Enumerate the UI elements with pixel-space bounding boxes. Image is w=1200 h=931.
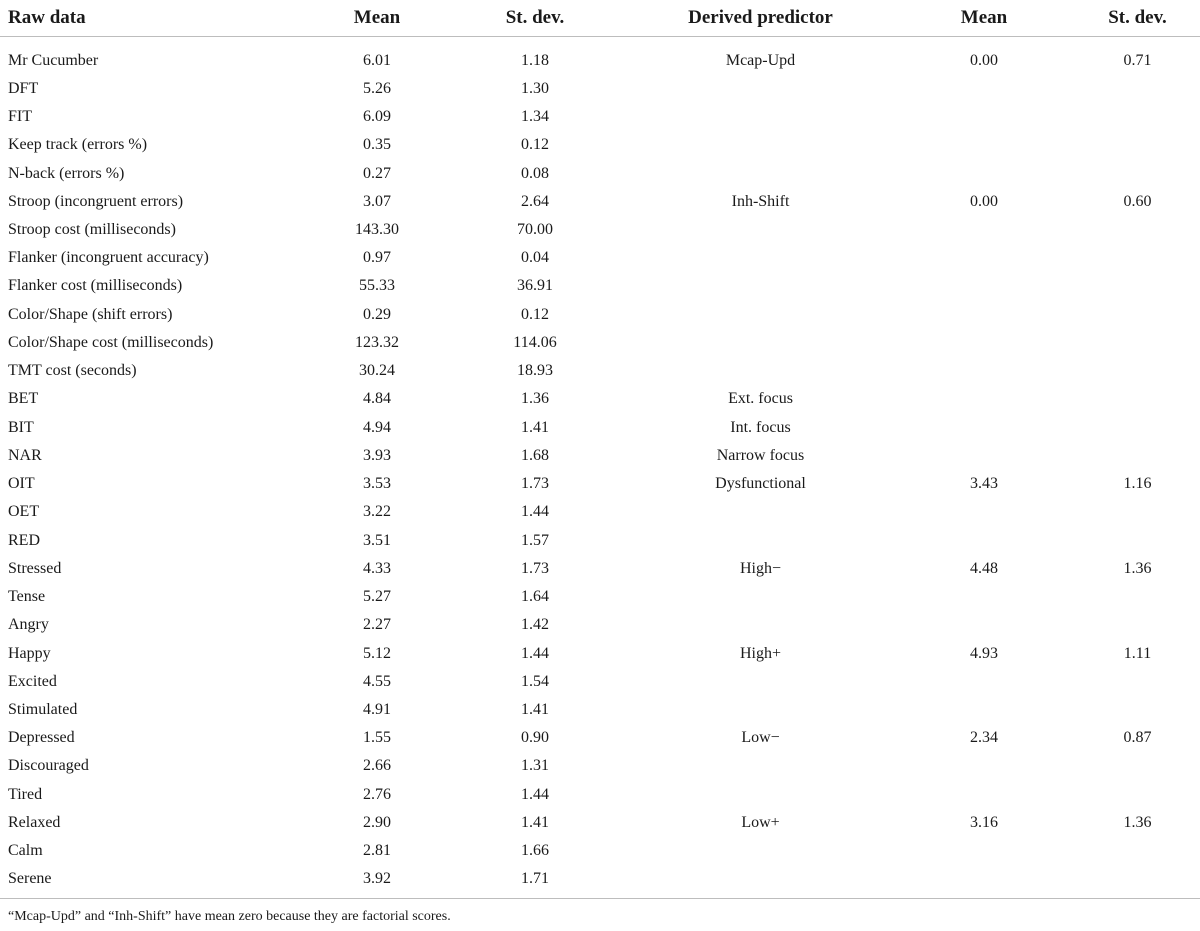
- cell-mean: 3.93: [363, 446, 391, 464]
- cell-derived-predictor: [620, 357, 901, 385]
- cell-mean: 2.27: [363, 616, 391, 634]
- cell-derived-predictor: Dysfunctional: [715, 475, 806, 493]
- cell-derived-predictor: [620, 272, 901, 300]
- cell-raw-data: Flanker (incongruent accuracy): [8, 249, 209, 267]
- cell-derived-predictor: [620, 611, 901, 639]
- cell-derived-predictor: Inh-Shift: [731, 192, 790, 210]
- cell-raw-data: FIT: [8, 108, 32, 126]
- cell-derived-mean: [901, 244, 1067, 272]
- cell-derived-mean: [901, 668, 1067, 696]
- cell-derived-predictor: [620, 75, 901, 103]
- table-row: [0, 498, 1200, 526]
- cell-mean: 2.81: [363, 842, 391, 860]
- cell-derived-st-dev: 1.36: [1123, 559, 1152, 577]
- cell-derived-predictor: [620, 301, 901, 329]
- cell-derived-st-dev: [1067, 159, 1200, 187]
- table-row: [0, 272, 1200, 300]
- cell-st-dev: 1.71: [521, 870, 549, 888]
- cell-st-dev: 1.68: [521, 446, 549, 464]
- cell-raw-data: Stroop cost (milliseconds): [8, 221, 176, 239]
- cell-st-dev: 0.12: [521, 136, 549, 154]
- cell-raw-data: BET: [8, 390, 39, 408]
- cell-raw-data: Flanker cost (milliseconds): [8, 277, 183, 295]
- cell-derived-st-dev: [1067, 696, 1200, 724]
- cell-derived-mean: 4.48: [970, 559, 998, 577]
- cell-st-dev: 1.42: [521, 616, 549, 634]
- cell-derived-mean: [901, 526, 1067, 554]
- cell-derived-mean: 0.00: [970, 51, 998, 69]
- cell-derived-predictor: [620, 668, 901, 696]
- cell-st-dev: 1.73: [521, 559, 549, 577]
- table-row: [0, 555, 1200, 583]
- cell-derived-mean: [901, 837, 1067, 865]
- table-row: [0, 357, 1200, 385]
- cell-derived-st-dev: [1067, 442, 1200, 470]
- cell-derived-st-dev: [1067, 498, 1200, 526]
- cell-mean: 3.07: [363, 192, 391, 210]
- cell-mean: 5.26: [363, 79, 391, 97]
- cell-derived-mean: [901, 329, 1067, 357]
- cell-derived-mean: 2.34: [970, 729, 998, 747]
- cell-mean: 5.12: [363, 644, 391, 662]
- cell-derived-mean: 3.16: [970, 813, 998, 831]
- cell-derived-predictor: [620, 583, 901, 611]
- cell-st-dev: 1.57: [521, 531, 549, 549]
- cell-st-dev: 1.34: [521, 108, 549, 126]
- cell-raw-data: Tense: [8, 588, 46, 606]
- cell-mean: 4.55: [363, 672, 391, 690]
- cell-derived-mean: [901, 385, 1067, 413]
- cell-mean: 1.55: [363, 729, 391, 747]
- table-row: [0, 470, 1200, 498]
- header-st-dev: St. dev.: [450, 0, 620, 36]
- table-row: [0, 752, 1200, 780]
- cell-derived-st-dev: [1067, 865, 1200, 897]
- cell-derived-predictor: [620, 696, 901, 724]
- cell-raw-data: Happy: [8, 644, 51, 662]
- table-row: [0, 216, 1200, 244]
- table-row: [0, 837, 1200, 865]
- cell-raw-data: Relaxed: [8, 813, 61, 831]
- cell-derived-st-dev: [1067, 837, 1200, 865]
- cell-derived-st-dev: 1.16: [1123, 475, 1152, 493]
- cell-derived-predictor: [620, 526, 901, 554]
- cell-derived-st-dev: [1067, 75, 1200, 103]
- cell-derived-mean: [901, 216, 1067, 244]
- cell-mean: 3.51: [363, 531, 391, 549]
- cell-mean: 123.32: [355, 333, 399, 351]
- header-raw-data: Raw data: [0, 0, 304, 36]
- cell-derived-st-dev: 0.87: [1123, 729, 1152, 747]
- cell-derived-mean: [901, 583, 1067, 611]
- cell-derived-mean: [901, 159, 1067, 187]
- table-row: [0, 611, 1200, 639]
- cell-derived-predictor: [620, 837, 901, 865]
- table-row: [0, 668, 1200, 696]
- cell-mean: 2.90: [363, 813, 391, 831]
- cell-st-dev: 1.36: [521, 390, 549, 408]
- header-derived-predictor: Derived predictor: [620, 0, 901, 36]
- cell-derived-st-dev: [1067, 131, 1200, 159]
- cell-st-dev: 1.44: [521, 644, 549, 662]
- table-row: [0, 724, 1200, 752]
- header-mean: Mean: [304, 0, 450, 36]
- header-row: [0, 0, 1200, 36]
- cell-derived-st-dev: [1067, 357, 1200, 385]
- cell-raw-data: Depressed: [8, 729, 75, 747]
- cell-derived-predictor: [620, 329, 901, 357]
- table-row: [0, 865, 1200, 897]
- cell-raw-data: OIT: [8, 475, 35, 493]
- table-body: [0, 36, 1200, 898]
- cell-st-dev: 1.30: [521, 79, 549, 97]
- cell-derived-st-dev: [1067, 781, 1200, 809]
- cell-derived-predictor: Ext. focus: [728, 390, 793, 408]
- cell-derived-predictor: Int. focus: [730, 418, 791, 436]
- cell-derived-st-dev: [1067, 329, 1200, 357]
- table-footnote: “Mcap-Upd” and “Inh-Shift” have mean zero because they are factorial scores.: [8, 908, 451, 924]
- cell-st-dev: 0.08: [521, 164, 549, 182]
- cell-raw-data: TMT cost (seconds): [8, 362, 137, 380]
- table-row: [0, 385, 1200, 413]
- cell-derived-predictor: [620, 498, 901, 526]
- cell-derived-st-dev: [1067, 668, 1200, 696]
- cell-st-dev: 1.41: [521, 813, 549, 831]
- cell-derived-st-dev: [1067, 385, 1200, 413]
- header-derived-mean: Mean: [901, 0, 1067, 36]
- cell-derived-predictor: [620, 159, 901, 187]
- table-row: [0, 159, 1200, 187]
- table-row: [0, 781, 1200, 809]
- table-row: [0, 583, 1200, 611]
- cell-mean: 4.91: [363, 701, 391, 718]
- cell-st-dev: 18.93: [517, 362, 553, 380]
- cell-raw-data: Color/Shape (shift errors): [8, 305, 173, 323]
- cell-st-dev: 1.41: [521, 418, 549, 436]
- table-row: [0, 188, 1200, 216]
- table-row: [0, 639, 1200, 667]
- cell-raw-data: RED: [8, 531, 40, 549]
- cell-st-dev: 36.91: [517, 277, 553, 295]
- cell-mean: 0.27: [363, 164, 391, 182]
- cell-derived-predictor: Mcap-Upd: [725, 51, 796, 69]
- table-row: [0, 301, 1200, 329]
- cell-st-dev: 1.64: [521, 588, 549, 606]
- cell-derived-predictor: [620, 216, 901, 244]
- cell-st-dev: 1.66: [521, 842, 549, 860]
- cell-raw-data: N-back (errors %): [8, 164, 125, 182]
- cell-derived-st-dev: [1067, 414, 1200, 442]
- cell-mean: 4.94: [363, 418, 391, 436]
- cell-derived-st-dev: 0.71: [1123, 51, 1152, 69]
- cell-raw-data: Stimulated: [8, 701, 78, 718]
- cell-st-dev: 1.54: [521, 672, 549, 690]
- cell-raw-data: BIT: [8, 418, 34, 436]
- cell-st-dev: 1.18: [521, 51, 549, 69]
- cell-derived-mean: 4.93: [970, 644, 998, 662]
- table-row: [0, 696, 1200, 724]
- cell-raw-data: Stroop (incongruent errors): [8, 192, 184, 210]
- cell-raw-data: Angry: [8, 616, 49, 634]
- cell-derived-mean: [901, 75, 1067, 103]
- cell-derived-predictor: High−: [739, 559, 782, 577]
- cell-derived-mean: [901, 865, 1067, 897]
- cell-raw-data: Tired: [8, 785, 43, 803]
- cell-derived-predictor: [620, 131, 901, 159]
- cell-derived-predictor: Low−: [741, 729, 780, 747]
- table-row: [0, 442, 1200, 470]
- cell-raw-data: Mr Cucumber: [8, 51, 99, 69]
- cell-derived-mean: [901, 781, 1067, 809]
- cell-mean: 2.66: [363, 757, 391, 775]
- cell-raw-data: Serene: [8, 870, 52, 888]
- cell-derived-mean: [901, 301, 1067, 329]
- cell-mean: 0.97: [363, 249, 391, 267]
- cell-derived-mean: [901, 414, 1067, 442]
- table-row: [0, 526, 1200, 554]
- cell-st-dev: 0.04: [521, 249, 549, 267]
- cell-derived-mean: [901, 272, 1067, 300]
- cell-derived-st-dev: [1067, 244, 1200, 272]
- table-row: [0, 36, 1200, 75]
- table-row: [0, 809, 1200, 837]
- cell-derived-predictor: [620, 244, 901, 272]
- cell-derived-mean: [901, 442, 1067, 470]
- cell-raw-data: Color/Shape cost (milliseconds): [8, 333, 214, 351]
- cell-derived-mean: [901, 752, 1067, 780]
- cell-derived-st-dev: [1067, 611, 1200, 639]
- table-row: [0, 329, 1200, 357]
- cell-derived-mean: 0.00: [970, 192, 998, 210]
- cell-mean: 3.92: [363, 870, 391, 888]
- cell-st-dev: 0.90: [521, 729, 549, 747]
- cell-derived-predictor: [620, 752, 901, 780]
- cell-raw-data: Keep track (errors %): [8, 136, 148, 154]
- cell-derived-mean: [901, 131, 1067, 159]
- cell-raw-data: Stressed: [8, 559, 62, 577]
- cell-mean: 4.84: [363, 390, 391, 408]
- cell-derived-predictor: Low+: [741, 813, 780, 831]
- cell-raw-data: Discouraged: [8, 757, 89, 775]
- cell-raw-data: NAR: [8, 446, 42, 464]
- cell-mean: 30.24: [359, 362, 395, 380]
- cell-raw-data: Excited: [8, 672, 57, 690]
- cell-derived-st-dev: [1067, 301, 1200, 329]
- cell-derived-st-dev: [1067, 752, 1200, 780]
- cell-mean: 143.30: [355, 221, 399, 239]
- cell-derived-st-dev: [1067, 583, 1200, 611]
- cell-st-dev: 2.64: [521, 192, 549, 210]
- cell-derived-mean: [901, 357, 1067, 385]
- cell-derived-st-dev: 1.36: [1123, 813, 1152, 831]
- cell-derived-st-dev: [1067, 216, 1200, 244]
- cell-derived-st-dev: 1.11: [1123, 644, 1152, 662]
- cell-raw-data: DFT: [8, 79, 39, 97]
- table-row: [0, 103, 1200, 131]
- cell-mean: 4.33: [363, 559, 391, 577]
- cell-st-dev: 1.44: [521, 503, 549, 521]
- cell-st-dev: 1.41: [521, 701, 549, 718]
- cell-derived-mean: [901, 103, 1067, 131]
- cell-derived-mean: [901, 611, 1067, 639]
- cell-raw-data: Calm: [8, 842, 43, 860]
- header-derived-st-dev: St. dev.: [1067, 0, 1200, 36]
- cell-derived-st-dev: [1067, 103, 1200, 131]
- cell-derived-predictor: [620, 781, 901, 809]
- table-row: [0, 414, 1200, 442]
- cell-derived-mean: [901, 498, 1067, 526]
- cell-derived-predictor: Narrow focus: [716, 446, 805, 464]
- cell-derived-predictor: [620, 103, 901, 131]
- cell-mean: 3.22: [363, 503, 391, 521]
- cell-derived-mean: 3.43: [970, 475, 998, 493]
- cell-st-dev: 1.31: [521, 757, 549, 775]
- cell-mean: 6.01: [363, 51, 391, 69]
- cell-st-dev: 70.00: [517, 221, 553, 239]
- table-row: [0, 75, 1200, 103]
- cell-st-dev: 1.44: [521, 785, 549, 803]
- cell-mean: 0.35: [363, 136, 391, 154]
- cell-mean: 3.53: [363, 475, 391, 493]
- cell-mean: 55.33: [359, 277, 395, 295]
- cell-mean: 5.27: [363, 588, 391, 606]
- cell-raw-data: OET: [8, 503, 40, 521]
- table-row: [0, 131, 1200, 159]
- cell-mean: 0.29: [363, 305, 391, 323]
- table-row: [0, 244, 1200, 272]
- cell-st-dev: 114.06: [513, 333, 557, 351]
- cell-st-dev: 0.12: [521, 305, 549, 323]
- cell-st-dev: 1.73: [521, 475, 549, 493]
- cell-derived-mean: [901, 696, 1067, 724]
- cell-derived-predictor: [620, 865, 901, 897]
- cell-mean: 2.76: [363, 785, 391, 803]
- cell-derived-st-dev: [1067, 526, 1200, 554]
- cell-mean: 6.09: [363, 108, 391, 126]
- cell-derived-st-dev: [1067, 272, 1200, 300]
- cell-derived-predictor: High+: [739, 644, 782, 662]
- cell-derived-st-dev: 0.60: [1123, 192, 1152, 210]
